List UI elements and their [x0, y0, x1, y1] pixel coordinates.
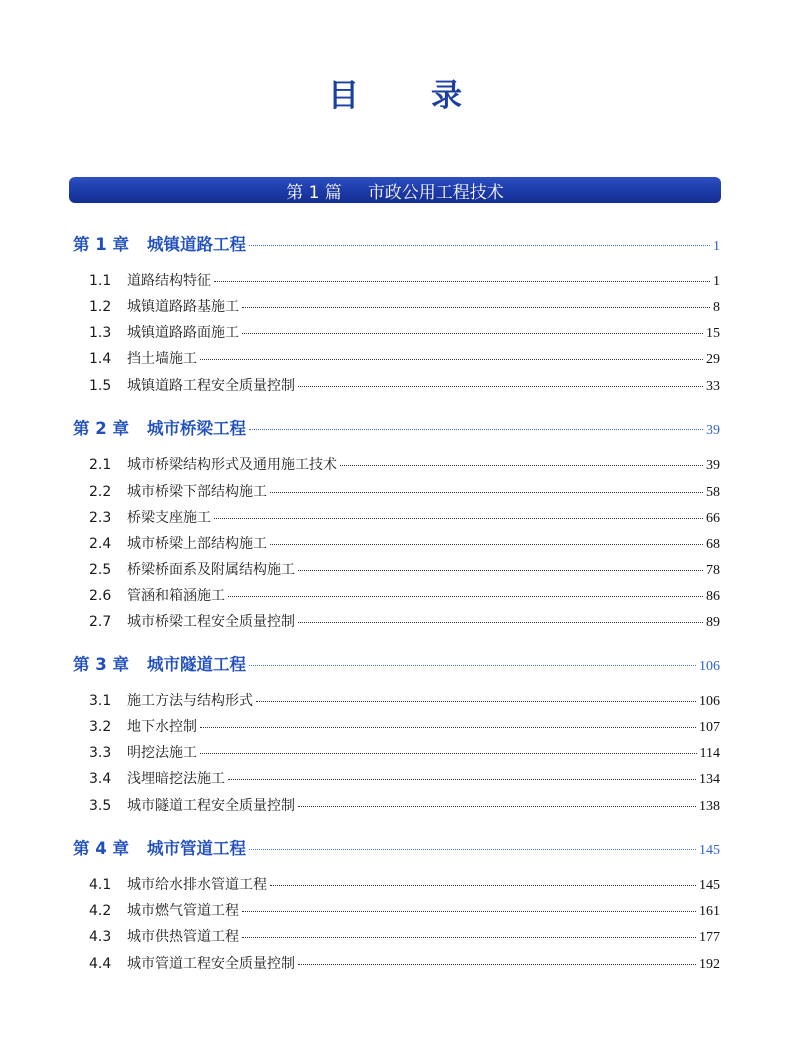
section-title: 城市燃气管道工程: [127, 903, 239, 919]
section-number: 1.5: [89, 378, 112, 394]
toc-chapter-3[interactable]: [73, 651, 720, 675]
section-title: 地下水控制: [127, 719, 197, 735]
section-number: 1.1: [89, 273, 112, 289]
dot-leader: [249, 429, 703, 430]
toc-section[interactable]: [89, 585, 720, 605]
section-number: 2.1: [89, 457, 112, 473]
toc-section[interactable]: [89, 795, 720, 815]
dot-leader: [228, 779, 696, 780]
toc-section[interactable]: [89, 296, 720, 316]
chapter-title: 城市隧道工程: [146, 655, 246, 674]
section-number: 3.5: [89, 798, 112, 814]
dot-leader: [200, 753, 697, 754]
toc-chapter-1[interactable]: [73, 231, 720, 255]
section-number: 2.7: [89, 614, 112, 630]
dot-leader: [228, 596, 703, 597]
section-title: 道路结构特征: [127, 273, 211, 289]
chapter-number: 第 3 章: [73, 655, 129, 674]
toc-section[interactable]: [89, 953, 720, 973]
part-banner: [69, 177, 721, 203]
section-number: 2.5: [89, 562, 112, 578]
section-page: 15: [706, 326, 720, 341]
toc-section[interactable]: [89, 270, 720, 290]
section-page: 107: [699, 720, 720, 735]
section-number: 1.4: [89, 351, 112, 367]
toc-section[interactable]: [89, 926, 720, 946]
section-page: 106: [699, 694, 720, 709]
dot-leader: [214, 281, 710, 282]
section-title: 城市桥梁工程安全质量控制: [127, 614, 295, 630]
dot-leader: [340, 465, 703, 466]
dot-leader: [298, 806, 696, 807]
section-page: 1: [713, 274, 720, 289]
dot-leader: [298, 386, 703, 387]
section-page: 58: [706, 485, 720, 500]
section-page: 78: [706, 563, 720, 578]
dot-leader: [242, 937, 696, 938]
section-title: 城镇道路路基施工: [127, 299, 239, 315]
section-number: 2.3: [89, 510, 112, 526]
dot-leader: [249, 665, 696, 666]
toc-section[interactable]: [89, 900, 720, 920]
dot-leader: [242, 911, 696, 912]
dot-leader: [214, 518, 703, 519]
chapter-page: 145: [699, 843, 720, 858]
toc-section[interactable]: [89, 507, 720, 527]
toc-section[interactable]: [89, 874, 720, 894]
section-title: 城市桥梁上部结构施工: [127, 536, 267, 552]
dot-leader: [200, 359, 703, 360]
chapter-title: 城镇道路工程: [146, 235, 246, 254]
section-number: 4.3: [89, 929, 112, 945]
section-number: 3.3: [89, 745, 112, 761]
section-title: 城镇道路工程安全质量控制: [127, 378, 295, 394]
section-page: 39: [706, 458, 720, 473]
toc-chapter-2[interactable]: [73, 415, 720, 439]
section-title: 城市管道工程安全质量控制: [127, 956, 295, 972]
chapter-number: 第 1 章: [73, 235, 129, 254]
dot-leader: [270, 492, 703, 493]
title-char-2: 录: [431, 78, 462, 114]
section-number: 4.1: [89, 877, 112, 893]
part-name: 市政公用工程技术: [367, 182, 504, 203]
section-page: 33: [706, 379, 720, 394]
section-title: 桥梁支座施工: [127, 510, 211, 526]
section-title: 城市给水排水管道工程: [127, 877, 267, 893]
dot-leader: [256, 701, 696, 702]
part-label: 第 1 篇: [286, 182, 342, 203]
toc-section[interactable]: [89, 742, 720, 762]
dot-leader: [242, 307, 710, 308]
toc-section[interactable]: [89, 716, 720, 736]
section-page: 89: [706, 615, 720, 630]
section-number: 3.4: [89, 771, 112, 787]
section-page: 29: [706, 352, 720, 367]
section-title: 城镇道路路面施工: [127, 325, 239, 341]
section-title: 城市供热管道工程: [127, 929, 239, 945]
chapter-number: 第 2 章: [73, 419, 129, 438]
chapter-title: 城市桥梁工程: [146, 419, 246, 438]
section-number: 4.4: [89, 956, 112, 972]
section-number: 3.2: [89, 719, 112, 735]
toc-section[interactable]: [89, 611, 720, 631]
section-page: 161: [699, 904, 720, 919]
dot-leader: [249, 245, 710, 246]
toc-chapter-4[interactable]: [73, 835, 720, 859]
section-title: 城市隧道工程安全质量控制: [127, 798, 295, 814]
toc-section[interactable]: [89, 559, 720, 579]
section-title: 明挖法施工: [127, 745, 197, 761]
dot-leader: [270, 544, 703, 545]
dot-leader: [298, 622, 703, 623]
dot-leader: [298, 570, 703, 571]
section-page: 192: [699, 957, 720, 972]
section-number: 3.1: [89, 693, 112, 709]
section-number: 1.2: [89, 299, 112, 315]
section-title: 城市桥梁结构形式及通用施工技术: [127, 457, 337, 473]
chapter-page: 1: [713, 239, 720, 254]
toc-section[interactable]: [89, 454, 720, 474]
section-page: 66: [706, 511, 720, 526]
chapter-title: 城市管道工程: [146, 839, 246, 858]
toc-section[interactable]: [89, 481, 720, 501]
toc-section[interactable]: [89, 533, 720, 553]
chapter-page: 106: [699, 659, 720, 674]
section-title: 桥梁桥面系及附属结构施工: [127, 562, 295, 578]
toc-section[interactable]: [89, 375, 720, 395]
toc-section[interactable]: [89, 768, 720, 788]
chapter-page: 39: [706, 423, 720, 438]
section-title: 管涵和箱涵施工: [127, 588, 225, 604]
section-page: 8: [713, 300, 720, 315]
section-title: 浅埋暗挖法施工: [127, 771, 225, 787]
dot-leader: [298, 964, 696, 965]
section-page: 86: [706, 589, 720, 604]
section-number: 2.4: [89, 536, 112, 552]
page-title: [0, 70, 790, 115]
chapter-number: 第 4 章: [73, 839, 129, 858]
toc-section[interactable]: [89, 690, 720, 710]
section-page: 138: [699, 799, 720, 814]
section-number: 2.6: [89, 588, 112, 604]
dot-leader: [242, 333, 703, 334]
section-number: 2.2: [89, 484, 112, 500]
section-title: 施工方法与结构形式: [127, 693, 253, 709]
section-title: 城市桥梁下部结构施工: [127, 484, 267, 500]
dot-leader: [249, 849, 696, 850]
section-number: 1.3: [89, 325, 112, 341]
dot-leader: [200, 727, 696, 728]
section-page: 145: [699, 878, 720, 893]
section-page: 177: [699, 930, 720, 945]
section-page: 114: [699, 746, 720, 761]
title-char-1: 目: [328, 78, 359, 114]
dot-leader: [270, 885, 696, 886]
section-page: 134: [699, 772, 720, 787]
toc-section[interactable]: [89, 348, 720, 368]
section-title: 挡土墙施工: [127, 351, 197, 367]
toc-section[interactable]: [89, 322, 720, 342]
section-page: 68: [706, 537, 720, 552]
section-number: 4.2: [89, 903, 112, 919]
